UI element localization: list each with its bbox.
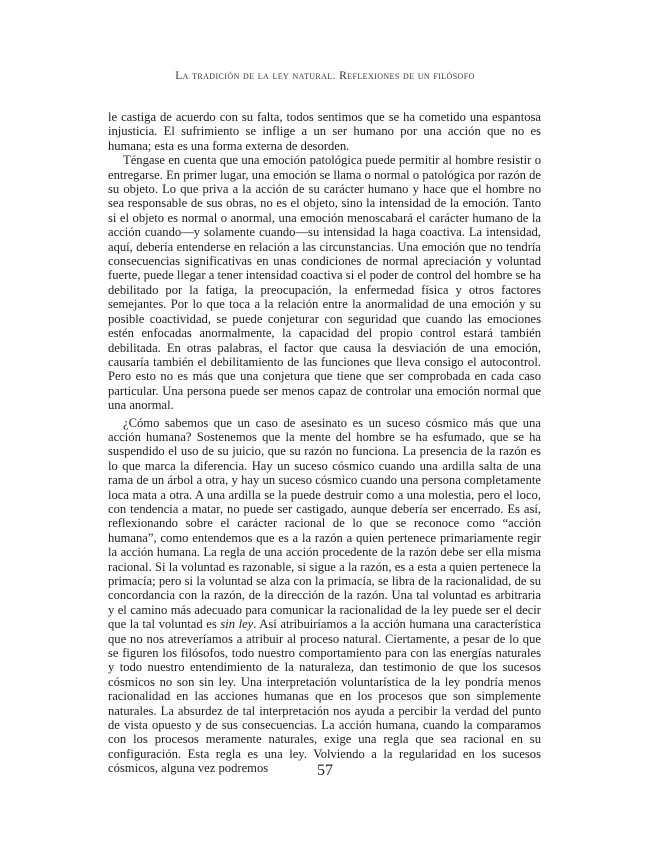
paragraph-continuation: le castiga de acuerdo con su falta, todos sentimos que se ha cometido una espantosa injusticia. El sufrimiento se inflige a un ser humano por una acción que no es humana; esta es una forma externa de desorden. (108, 110, 541, 153)
emphasis-sin-ley: sin ley (220, 617, 254, 632)
page-number: 57 (317, 762, 333, 779)
body-text (108, 110, 541, 776)
paragraph-emotion: Téngase en cuenta que una emoción patológica puede permitir al hombre resistir o entregarse. En primer lugar, una emoción se llama o normal o patológica por razón de su objeto. Lo que priva a la acción de su carácter humano y hace que el hombre no sea responsable de sus obras, no es el objeto, sino la intensidad de la emoción. Tanto si el objeto es normal o anormal, una emoción menoscabará el carácter humano de la acción cuando—y solamente cuando—su intensidad la haga coactiva. La intensidad, aquí, debería entenderse en relación a las circunstancias. Una emoción que no tendría consecuencias significativas en unas condiciones de normal apreciación y voluntad fuerte, puede llegar a tener intensidad coactiva si el poder de control del hombre se ha debilitado por la fatiga, la preocupación, la enfermedad física y otros factores semejantes. Por lo que toca a la relación entre la anormalidad de una emoción y su posible coactividad, se puede conjeturar con seguridad que cuando las emociones estén enfocadas anormalmente, la capacidad del propio control estará también debilitada. En otras palabras, el factor que causa la desviación de una emoción, causaría también el debilitamiento de las funciones que lleva consigo el autocontrol. Pero esto no es más que una conjetura que tiene que ser comprobada en cada caso particular. Una persona puede ser menos capaz de controlar una emoción normal que una anormal. (108, 153, 541, 413)
running-head: La tradición de la ley natural. Reflexiones de un filósofo (175, 70, 475, 82)
paragraph-murder: ¿Cómo sabemos que un caso de asesinato es un suceso cósmico más que una acción humana? Sostenemos que la mente del hombre se ha esfumado, que se ha suspendido el uso de su juicio, que su razón no funciona. La presencia de la razón es lo que marca la diferencia. Hay un suceso cósmico cuando una ardilla salta de una rama de un árbol a otra, y hay un suceso cósmico cuando una persona completamente loca mata a otra. A una ardilla se la puede destruir como a una molestia, pero el loco, con tendencia a matar, no puede ser castigado, aunque debería ser encerrado. Es así, reflexionando sobre el carácter racional de lo que se reconoce como “acción humana”, como entendemos que es a la razón a quien pertenece primariamente regir la acción humana. La regla de una acción procedente de la razón debe ser ella misma racional. Si la voluntad es razonable, si sigue a la razón, es a esta a quien pertenece la primacía; pero si la voluntad se alza con la primacía, se libra de la racionalidad, de su concordancia con la razón, de la dirección de la razón. Una tal voluntad es arbitraria y el camino más adecuado para comunicar la racionalidad de la ley puede ser el decir que la tal voluntad es sin ley. Así atribuiríamos a la acción humana una característica que no nos atreveríamos a atribuir al proceso natural. Ciertamente, a pesar de lo que se figuren los filósofos, todo nuestro comportamiento para con las energías naturales y todo nuestro entendimiento de la naturaleza, dan testimonio de que los sucesos cósmicos no son sin ley. Una interpretación voluntarística de la ley pondría menos racionalidad en las acciones humanas que en los procesos que son simplemente naturales. La absurdez de tal interpretación nos ayuda a percibir la verdad del punto de vista opuesto y de sus consecuencias. La acción humana, cuando la comparamos con los procesos meramente naturales, exige una regla que sea racional en su configuración. Esta regla es una ley. Volviendo a la regularidad en los sucesos cósmicos, alguna vez podremos (108, 415, 541, 776)
